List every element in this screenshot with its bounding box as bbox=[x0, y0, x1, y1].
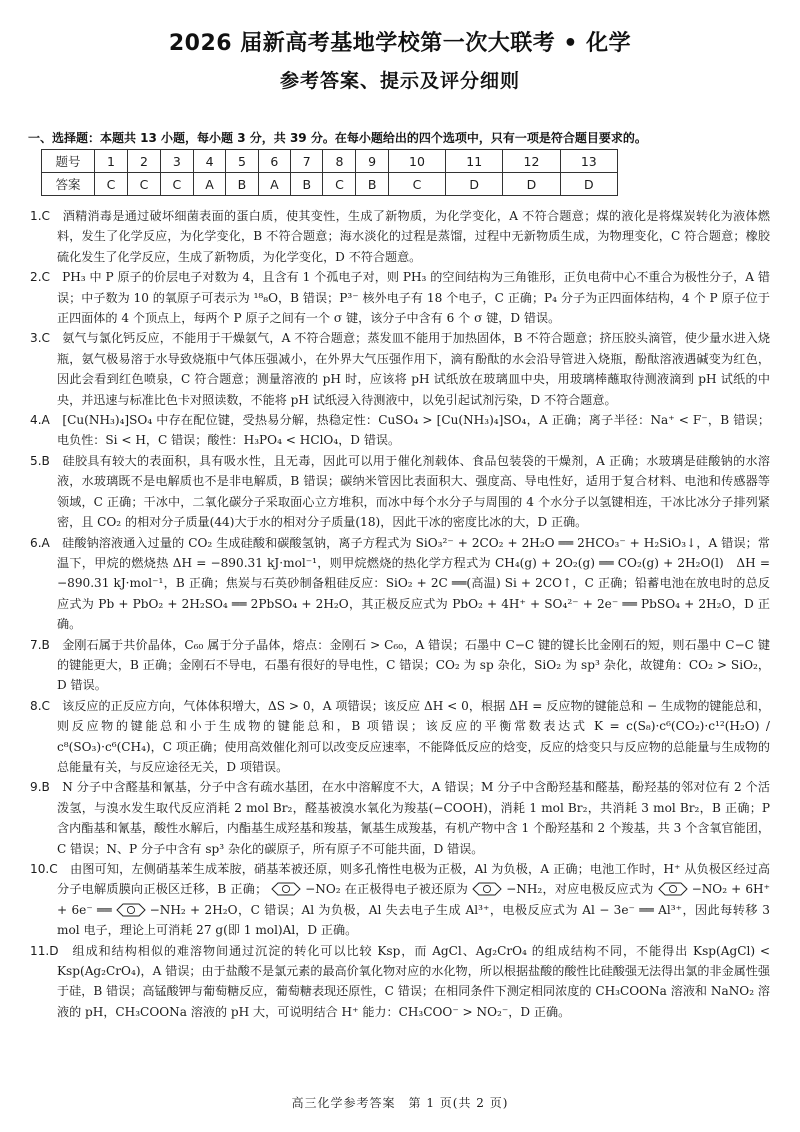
explanation-q4 bbox=[30, 410, 770, 451]
answer-row bbox=[42, 173, 618, 196]
explanation-text: 由图可知，左侧硝基苯生成苯胺，硝基苯被还原，则多孔惰性电极为正极，Al 为负极，A 正确；电池工作时，H⁺ 从负极区经过高分子电解质膜向正极区迁移，B 正确； bbox=[57, 862, 770, 897]
question-number-cell: 2 bbox=[127, 150, 160, 173]
section-heading: 一、选择题：本题共 13 小题，每小题 3 分，共 39 分。在每小题给出的四个选项中，只有一项是符合题目要求的。 bbox=[28, 131, 647, 145]
question-number-cell: 8 bbox=[323, 150, 356, 173]
explanation-q2 bbox=[30, 267, 770, 328]
answer-table bbox=[41, 149, 618, 196]
question-label: 6.A bbox=[30, 535, 50, 550]
explanation-text: 该反应的正反应方向，气体体积增大，ΔS > 0，A 项错误；该反应 ΔH < 0，根据 ΔH = 反应物的键能总和 − 生成物的键能总和，则反应物的键能总和小于生成物的键能总和，B 项错误；该反应的平衡常数表达式 K = c(S₈)·c⁶(CO₂)·c¹²(H₂O) / c⁸(SO₃)·c⁶(CH₄)，C 项正确；使用高效催化剂可以改变反应速率，不能降低反应的焓变，反应的焓变只与反应物的总能量与生成物的总能量有关，与反应途径无关，D 项错误。 bbox=[57, 698, 770, 774]
page-footer: 高三化学参考答案 第 1 页(共 2 页) bbox=[291, 1096, 509, 1110]
explanation-text: −NO₂ 在正极得电子被还原为 bbox=[305, 882, 469, 897]
explanation-text: −NH₂ + 2H₂O，C 错误；Al 为负极，Al 失去电子生成 Al³⁺，电极反应式为 Al − 3e⁻ ══ Al³⁺，因此每转移 3 mol 电子，理论上可消耗 27 g(即 1 mol)Al，D 正确。 bbox=[57, 902, 770, 938]
question-number-cell: 1 bbox=[95, 150, 128, 173]
answer-cell: D bbox=[503, 173, 560, 196]
answer-cell: D bbox=[560, 173, 617, 196]
question-number-row bbox=[42, 150, 618, 173]
question-number-cell: 5 bbox=[226, 150, 258, 173]
benzene-ring-icon bbox=[656, 882, 690, 896]
question-label: 4.A bbox=[30, 413, 50, 428]
explanation-q5 bbox=[30, 451, 770, 533]
explanation-q6 bbox=[30, 533, 770, 635]
question-label: 3.C bbox=[30, 331, 50, 346]
question-label: 8.C bbox=[30, 698, 50, 713]
row-label-number: 题号 bbox=[42, 150, 95, 173]
explanations bbox=[30, 206, 770, 1022]
question-label: 5.B bbox=[30, 453, 50, 468]
explanation-q3 bbox=[30, 328, 770, 410]
answer-cell: C bbox=[323, 173, 356, 196]
explanation-q7 bbox=[30, 635, 770, 696]
question-number-cell: 4 bbox=[193, 150, 225, 173]
explanation-q10 bbox=[30, 859, 770, 941]
answer-cell: B bbox=[226, 173, 258, 196]
question-label: 2.C bbox=[30, 270, 50, 285]
explanation-q9 bbox=[30, 777, 770, 859]
benzene-ring-icon bbox=[470, 882, 504, 896]
answer-cell: A bbox=[258, 173, 290, 196]
question-label: 10.C bbox=[30, 862, 58, 876]
answer-cell: B bbox=[356, 173, 388, 196]
question-label: 1.C bbox=[30, 209, 50, 223]
question-number-cell: 12 bbox=[503, 150, 560, 173]
explanation-text: [Cu(NH₃)₄]SO₄ 中存在配位键，受热易分解，热稳定性：CuSO₄ > [Cu(NH₃)₄]SO₄，A 正确；离子半径：Na⁺ < F⁻，B 错误；电负性：Si < H，C 错误；酸性：H₃PO₄ < HClO₄，D 错误。 bbox=[57, 413, 770, 448]
explanation-text: 金刚石属于共价晶体，C₆₀ 属于分子晶体，熔点：金刚石 > C₆₀，A 错误；石墨中 C−C 键的键长比金刚石的短，则石墨中 C−C 键的键能更大，B 正确；金刚石不导电，石墨有很好的导电性，C 错误；CO₂ 为 sp 杂化，SiO₂ 为 sp³ 杂化，故键角：CO₂ > SiO₂，D 错误。 bbox=[57, 637, 770, 693]
answer-cell: C bbox=[127, 173, 160, 196]
answer-cell: C bbox=[95, 173, 128, 196]
question-number-cell: 6 bbox=[258, 150, 290, 173]
explanation-text: 酒精消毒是通过破坏细菌表面的蛋白质，使其变性，生成了新物质，为化学变化，A 不符合题意；煤的液化是将煤炭转化为液体燃料，发生了化学反应，为化学变化，B 不符合题意；海水淡化的过程是蒸馏，过程中无新物质生成，为物理变化，C 符合题意；橡胶硫化发生了化学反应，生成了新物质，为化学变化，D 不符合题意。 bbox=[57, 209, 770, 264]
explanation-text: −NO₂ + 6H⁺ + 6e⁻ ══ bbox=[57, 882, 770, 917]
answer-cell: D bbox=[446, 173, 503, 196]
question-number-cell: 9 bbox=[356, 150, 388, 173]
question-number-cell: 7 bbox=[291, 150, 323, 173]
answer-cell: B bbox=[291, 173, 323, 196]
question-label: 7.B bbox=[30, 637, 50, 652]
benzene-ring-icon bbox=[114, 903, 148, 917]
explanation-q1 bbox=[30, 206, 770, 267]
explanation-text: 组成和结构相似的难溶物间通过沉淀的转化可以比较 Ksp，而 AgCl、Ag₂CrO₄ 的组成结构不同，不能得出 Ksp(AgCl) < Ksp(Ag₂CrO₄)，A 错误；由于盐酸不是氯元素的最高价氧化物对应的水化物，所以根据盐酸的酸性比硅酸强无法得出氯的非金属性强于硅，B 错误；高锰酸钾与葡萄糖反应，葡萄糖表现还原性，C 错误；在相同条件下测定相同浓度的 CH₃COONa 溶液和 NaNO₂ 溶液的 pH，CH₃COONa 溶液的 pH 大，可说明结合 H⁺ 能力：CH₃COO⁻ > NO₂⁻，D 正确。 bbox=[57, 943, 770, 1019]
question-number-cell: 11 bbox=[446, 150, 503, 173]
page-subtitle: 参考答案、提示及评分细则 bbox=[279, 70, 520, 92]
explanation-text: N 分子中含醛基和氰基，分子中含有疏水基团，在水中溶解度不大，A 错误；M 分子中含酚羟基和醛基，酚羟基的邻对位有 2 个活泼氢，与溴水发生取代反应消耗 2 mol Br₂，醛基被溴水氧化为羧基(−COOH)，消耗 1 mol Br₂，共消耗 3 mol Br₂，B 正确；P 含内酯基和氰基，酸性水解后，内酯基生成羟基和羧基，氰基生成羧基，有机产物中含 1 个酚羟基和 2 个羧基，共 3 个含氧官能团，C 错误；N、P 分子中含有 sp³ 杂化的碳原子，所有原子不可能共面，D 错误。 bbox=[57, 780, 770, 856]
explanation-q8 bbox=[30, 696, 770, 778]
question-number-cell: 10 bbox=[388, 150, 445, 173]
benzene-ring-icon bbox=[269, 882, 303, 896]
row-label-answer: 答案 bbox=[42, 173, 95, 196]
question-label: 9.B bbox=[30, 780, 50, 795]
page-title: 2026 届新高考基地学校第一次大联考 • 化学 bbox=[168, 31, 632, 56]
explanation-q11 bbox=[30, 941, 770, 1023]
question-number-cell: 3 bbox=[160, 150, 193, 173]
answer-cell: A bbox=[193, 173, 225, 196]
explanation-text: PH₃ 中 P 原子的价层电子对数为 4，且含有 1 个孤电子对，则 PH₃ 的空间结构为三角锥形，正负电荷中心不重合为极性分子，A 错误；中子数为 10 的氧原子可表示为 ¹⁸₈O，B 错误；P³⁻ 核外电子有 18 个电子，C 正确；P₄ 分子为正四面体结构，4 个 P 原子位于正四面体的 4 个顶点上，每两个 P 原子之间有一个 σ 键，该分子中含有 6 个 σ 键，D 错误。 bbox=[57, 270, 770, 326]
explanation-text: −NH₂，对应电极反应式为 bbox=[506, 882, 654, 897]
answer-cell: C bbox=[388, 173, 445, 196]
explanation-text: 硅胶具有较大的表面积，具有吸水性，且无毒，因此可以用于催化剂载体、食品包装袋的干燥剂，A 正确；水玻璃是硅酸钠的水溶液，水玻璃既不是电解质也不是非电解质，B 错误；碳纳米管因比表面积大、强度高、导电性好，适用于复合材料、电池和传感器等领域，C 正确；干冰中，二氧化碳分子采取面心立方堆积，而冰中每个水分子与周围的 4 个水分子以氢键相连，干冰比冰分子排列紧密，且 CO₂ 的相对分子质量(44)大于水的相对分子质量(18)，因此干冰的密度比冰的大，D 正确。 bbox=[57, 453, 770, 530]
explanation-text: 氨气与氯化钙反应，不能用于干燥氨气，A 不符合题意；蒸发皿不能用于加热固体，B 不符合题意；挤压胶头滴管，使少量水进入烧瓶，氨气极易溶于水导致烧瓶中气体压强减小，在外界大气压强作用下，滴有酚酞的水会沿导管进入烧瓶，酚酞溶液遇碱变为红色，因此会看到红色喷泉，C 符合题意；测量溶液的 pH 时，应该将 pH 试纸放在玻璃皿中央，用玻璃棒蘸取待测液滴到 pH 试纸的中央，并迅速与标准比色卡对照读数，不能将 pH 试纸浸入待测液中，以免引起试剂污染，D 不符合题意。 bbox=[57, 331, 770, 407]
answer-cell: C bbox=[160, 173, 193, 196]
explanation-text: 硅酸钠溶液通入过量的 CO₂ 生成硅酸和碳酸氢钠，离子方程式为 SiO₃²⁻ + 2CO₂ + 2H₂O ══ 2HCO₃⁻ + H₂SiO₃↓，A 错误；常温下，甲烷的燃烧热 ΔH = −890.31 kJ·mol⁻¹，则甲烷燃烧的热化学方程式为 CH₄(g) + 2O₂(g) ══ CO₂(g) + 2H₂O(l) ΔH = −890.31 kJ·mol⁻¹，B 正确；焦炭与石英砂制备粗硅反应：SiO₂ + 2C ══(高温) Si + 2CO↑，C 正确；铅蓄电池在放电时的总反应式为 Pb + PbO₂ + 2H₂SO₄ ══ 2PbSO₄ + 2H₂O，其正极反应式为 PbO₂ + 4H⁺ + SO₄²⁻ + 2e⁻ ══ PbSO₄ + 2H₂O，D 正确。 bbox=[57, 535, 770, 632]
question-number-cell: 13 bbox=[560, 150, 617, 173]
question-label: 11.D bbox=[30, 943, 59, 958]
